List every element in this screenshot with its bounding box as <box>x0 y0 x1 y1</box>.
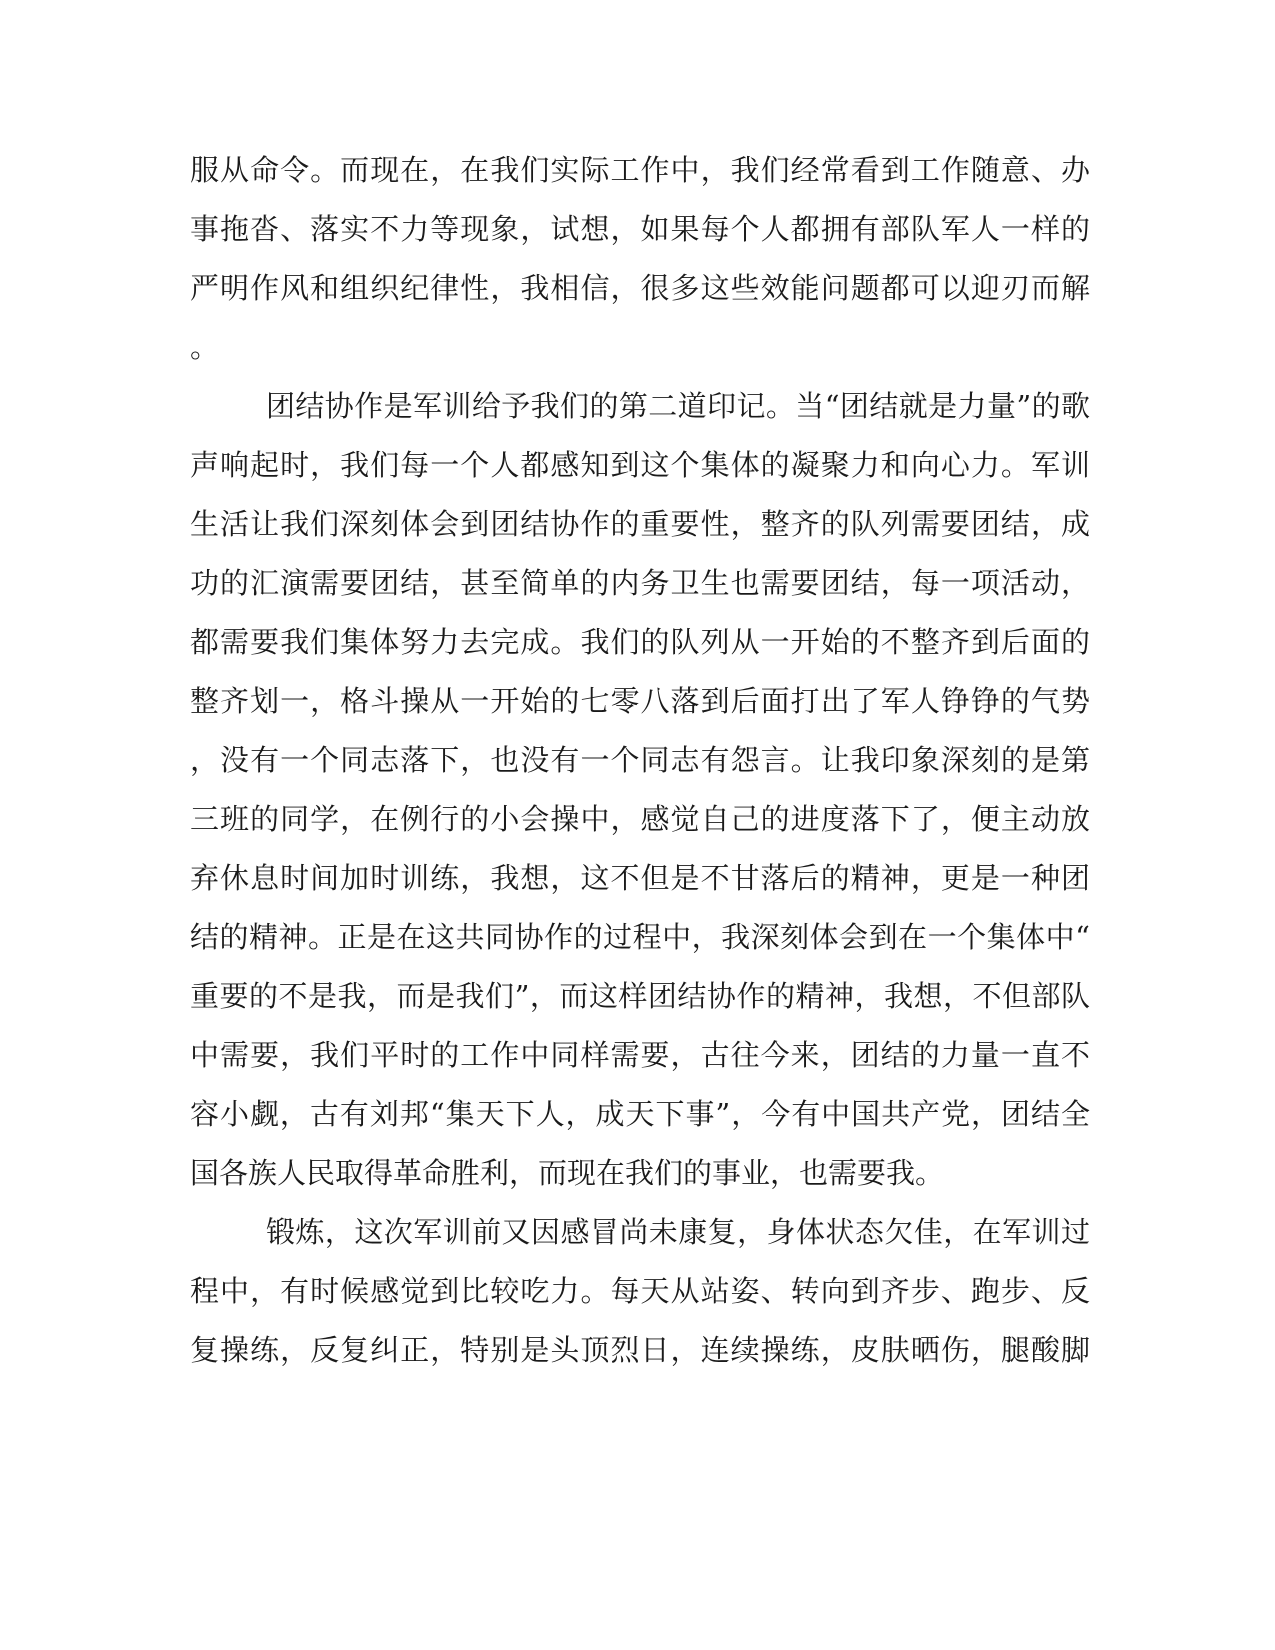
paragraph-line: 结的精神。正是在这共同协作的过程中，我深刻体会到在一个集体中“ <box>190 920 1090 954</box>
paragraph-line: 国各族人民取得革命胜利，而现在我们的事业，也需要我。 <box>190 1156 945 1190</box>
paragraph-line: 容小觑，古有刘邦“集天下人，成天下事”，今有中国共产党，团结全 <box>190 1097 1090 1131</box>
paragraph-line: 团结协作是军训给予我们的第二道印记。当“团结就是力量”的歌 <box>266 389 1090 423</box>
paragraph-line: 三班的同学，在例行的小会操中，感觉自己的进度落下了，便主动放 <box>190 802 1090 836</box>
paragraph-line: 复操练，反复纠正，特别是头顶烈日，连续操练，皮肤晒伤，腿酸脚 <box>190 1333 1090 1367</box>
paragraph-line: 服从命令。而现在，在我们实际工作中，我们经常看到工作随意、办 <box>190 153 1090 187</box>
paragraph-line: 。 <box>190 330 220 364</box>
paragraph-line: 生活让我们深刻体会到团结协作的重要性，整齐的队列需要团结，成 <box>190 507 1090 541</box>
paragraph-line: 功的汇演需要团结，甚至简单的内务卫生也需要团结，每一项活动， <box>190 566 1090 600</box>
paragraph-line: 程中，有时候感觉到比较吃力。每天从站姿、转向到齐步、跑步、反 <box>190 1274 1090 1308</box>
paragraph-line: 重要的不是我，而是我们”，而这样团结协作的精神，我想，不但部队 <box>190 979 1090 1013</box>
paragraph-line: 严明作风和组织纪律性，我相信，很多这些效能问题都可以迎刃而解 <box>190 271 1090 305</box>
paragraph-line: ，没有一个同志落下，也没有一个同志有怨言。让我印象深刻的是第 <box>190 743 1090 777</box>
paragraph-line: 整齐划一，格斗操从一开始的七零八落到后面打出了军人铮铮的气势 <box>190 684 1090 718</box>
paragraph-line: 锻炼，这次军训前又因感冒尚未康复，身体状态欠佳，在军训过 <box>266 1215 1090 1249</box>
paragraph-line: 弃休息时间加时训练，我想，这不但是不甘落后的精神，更是一种团 <box>190 861 1090 895</box>
paragraph-line: 中需要，我们平时的工作中同样需要，古往今来，团结的力量一直不 <box>190 1038 1090 1072</box>
paragraph-line: 声响起时，我们每一个人都感知到这个集体的凝聚力和向心力。军训 <box>190 448 1090 482</box>
paragraph-line: 都需要我们集体努力去完成。我们的队列从一开始的不整齐到后面的 <box>190 625 1090 659</box>
paragraph-line: 事拖沓、落实不力等现象，试想，如果每个人都拥有部队军人一样的 <box>190 212 1090 246</box>
